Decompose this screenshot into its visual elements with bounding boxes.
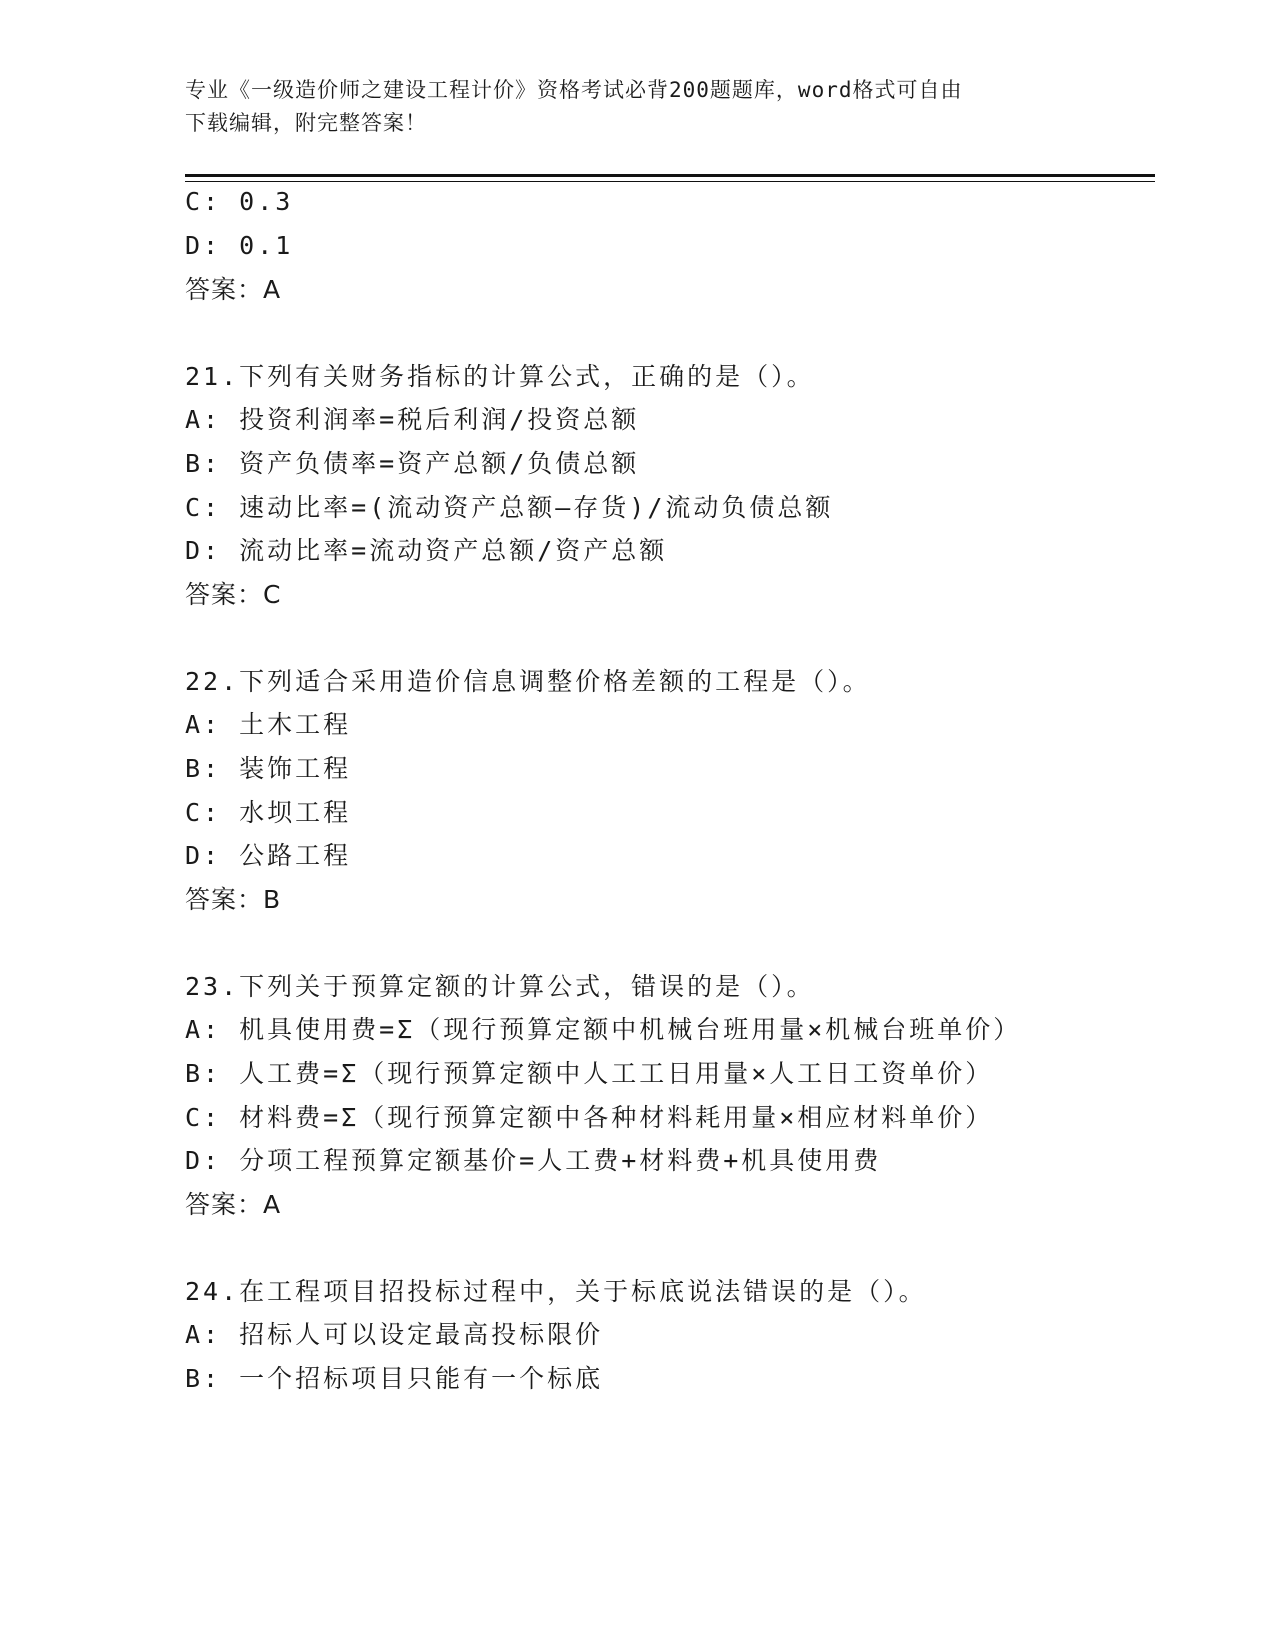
q21-answer: 答案：C xyxy=(185,580,282,609)
header-divider-thin xyxy=(185,181,1155,182)
q23-stem: 23.下列关于预算定额的计算公式，错误的是（）。 xyxy=(185,972,815,1001)
q22-option-c: C: 水坝工程 xyxy=(185,798,352,827)
q21-stem: 21.下列有关财务指标的计算公式，正确的是（）。 xyxy=(185,362,815,391)
q24-stem: 24.在工程项目招投标过程中，关于标底说法错误的是（）。 xyxy=(185,1277,927,1306)
q22-option-a: A: 土木工程 xyxy=(185,710,352,739)
q22-option-b: B: 装饰工程 xyxy=(185,754,352,783)
q23-option-d: D: 分项工程预算定额基价=人工费+材料费+机具使用费 xyxy=(185,1146,882,1175)
prev-option-c: C: 0.3 xyxy=(185,187,294,216)
q22-stem: 22.下列适合采用造价信息调整价格差额的工程是（）。 xyxy=(185,667,871,696)
header-line-1: 专业《一级造价师之建设工程计价》资格考试必背200题题库，word格式可自由 xyxy=(185,78,963,102)
q23-option-b: B: 人工费=Σ（现行预算定额中人工工日用量×人工日工资单价） xyxy=(185,1059,994,1088)
q23-answer: 答案：A xyxy=(185,1190,282,1219)
prev-answer: 答案：A xyxy=(185,275,282,304)
q21-option-c: C: 速动比率=(流动资产总额—存货)/流动负债总额 xyxy=(185,493,834,522)
q21-option-b: B: 资产负债率=资产总额/负债总额 xyxy=(185,449,640,478)
q23-option-c: C: 材料费=Σ（现行预算定额中各种材料耗用量×相应材料单价） xyxy=(185,1103,994,1132)
q21-option-a: A: 投资利润率=税后利润/投资总额 xyxy=(185,405,640,434)
header-divider-thick xyxy=(185,174,1155,177)
header-line-2: 下载编辑，附完整答案！ xyxy=(185,111,427,135)
q21-option-d: D: 流动比率=流动资产总额/资产总额 xyxy=(185,536,668,565)
prev-option-d: D: 0.1 xyxy=(185,231,294,260)
q22-answer: 答案：B xyxy=(185,885,282,914)
q22-option-d: D: 公路工程 xyxy=(185,841,352,870)
document-header xyxy=(185,74,1085,140)
q24-option-a: A: 招标人可以设定最高投标限价 xyxy=(185,1320,604,1349)
q23-option-a: A: 机具使用费=Σ（现行预算定额中机械台班用量×机械台班单价） xyxy=(185,1015,1022,1044)
q24-option-b: B: 一个招标项目只能有一个标底 xyxy=(185,1364,604,1393)
